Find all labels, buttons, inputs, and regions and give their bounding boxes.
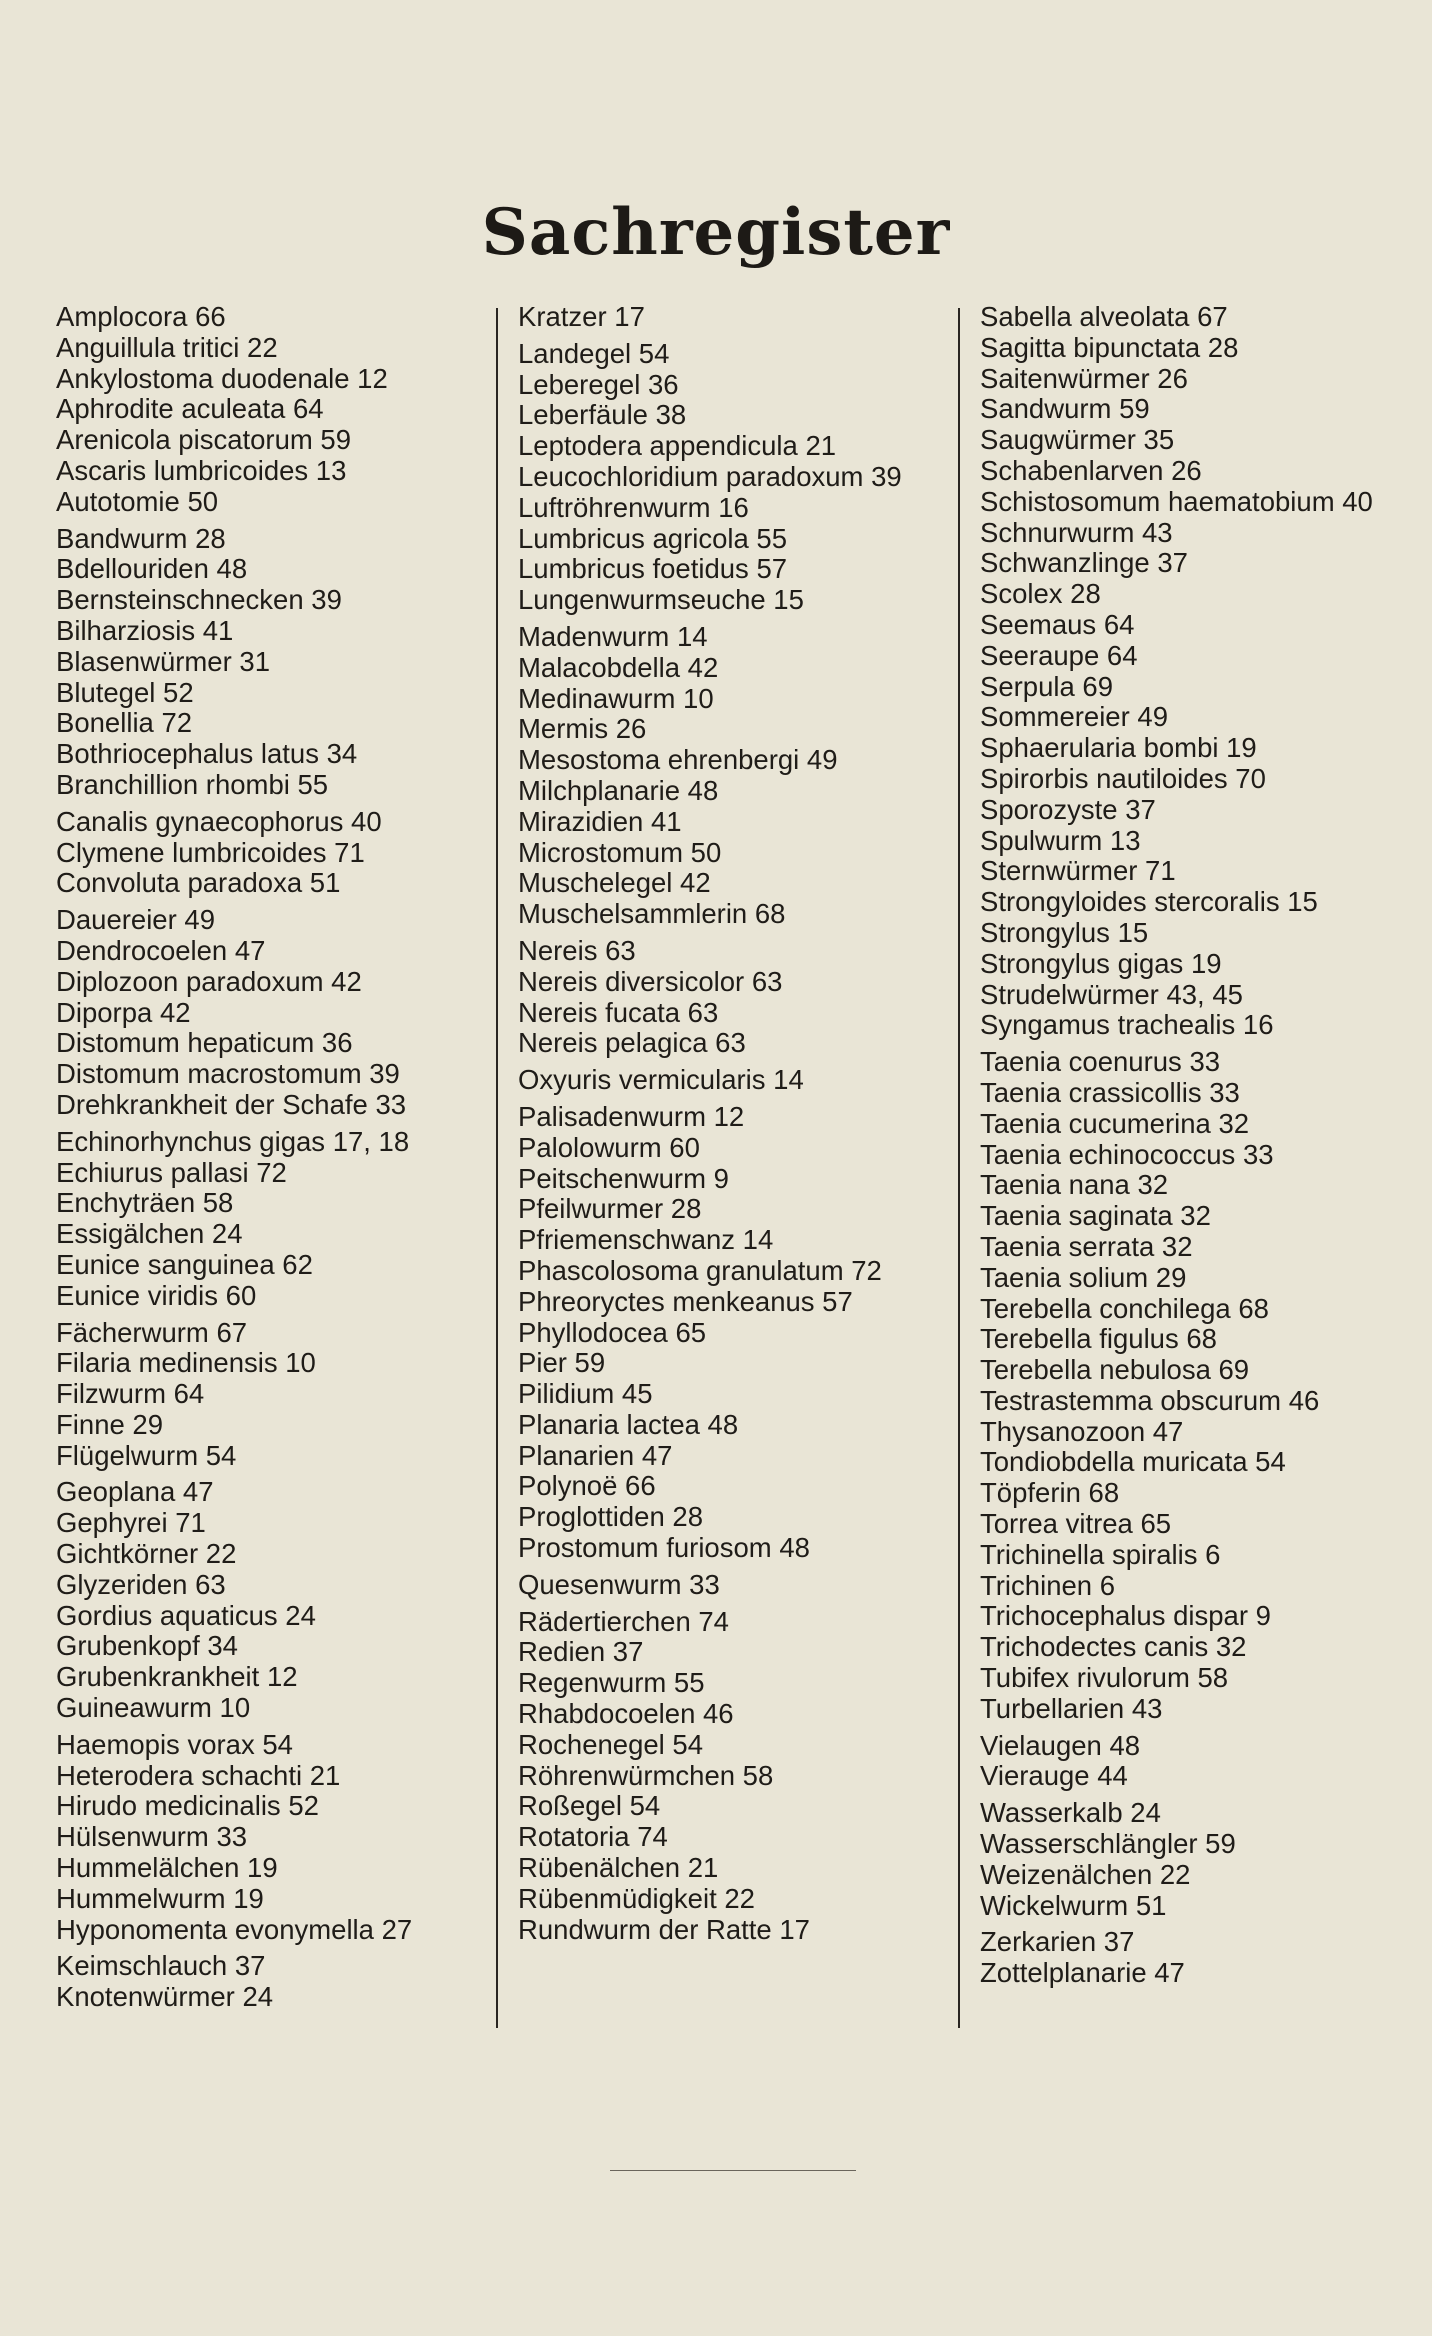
index-entry: Geoplana 47 [56,1476,214,1508]
index-entry: Quesenwurm 33 [518,1568,720,1600]
index-entry: Bonellia 72 [56,707,193,739]
index-entry: Bdellouriden 48 [56,553,248,585]
index-entry: Keimschlauch 37 [56,1950,266,1982]
index-entry: Seemaus 64 [980,608,1135,640]
index-entry: Gordius aquaticus 24 [56,1599,316,1631]
index-entry: Vierauge 44 [980,1760,1128,1792]
index-letter-group [56,1318,496,1472]
index-entry: Palolowurm 60 [518,1131,700,1163]
index-entry: Taenia coenurus 33 [980,1046,1221,1078]
index-entry: Pier 59 [518,1347,606,1379]
index-entry: Lumbricus foetidus 57 [518,553,788,585]
index-entry: Echinorhynchus gigas 17, 18 [56,1125,410,1157]
index-entry: Spulwurm 13 [980,824,1141,856]
index-entry: Oxyuris vermicularis 14 [518,1064,804,1096]
index-entry: Dendrocoelen 47 [56,934,266,966]
index-letter-group [518,936,962,1059]
index-entry: Taenia saginata 32 [980,1200,1211,1232]
index-entry: Planarien 47 [518,1439,673,1471]
index-entry: Phascolosoma granulatum 72 [518,1254,882,1286]
index-letter-group [56,1951,496,2013]
index-entry: Saugwürmer 35 [980,424,1175,456]
index-entry: Pfriemenschwanz 14 [518,1224,774,1256]
index-letter-group [518,1607,962,1946]
index-entry: Strongylus gigas 19 [980,947,1222,979]
index-entry: Sagitta bipunctata 28 [980,331,1239,363]
index-letter-group [980,1927,1424,1989]
index-entry: Röhrenwürmchen 58 [518,1759,774,1791]
index-entry: Fächerwurm 67 [56,1316,248,1348]
index-entry: Spirorbis nautiloides 70 [980,762,1266,794]
index-letter-group [56,524,496,801]
index-entry: Taenia solium 29 [980,1261,1187,1293]
index-letter-group [980,302,1424,1041]
index-entry: Terebella conchilega 68 [980,1292,1269,1324]
index-entry: Anguillula tritici 22 [56,331,278,363]
index-entry: Schnurwurm 43 [980,516,1173,548]
index-entry: Lumbricus agricola 55 [518,522,788,554]
index-entry: Microstomum 50 [518,836,722,868]
index-entry: Töpferin 68 [980,1477,1120,1509]
index-entry: Sabella alveolata 67 [980,301,1228,332]
index-entry: Wasserkalb 24 [980,1797,1161,1829]
index-entry: Medinawurm 10 [518,682,714,714]
index-entry: Nereis 63 [518,934,636,966]
index-entry: Hirudo medicinalis 52 [56,1790,319,1822]
index-entry: Filzwurm 64 [56,1378,205,1410]
index-entry: Schistosomum haematobium 40 [980,485,1373,517]
index-letter-group [980,1047,1424,1725]
index-letter-group [518,339,962,616]
index-entry: Enchyträen 58 [56,1187,234,1219]
index-entry: Sommereier 49 [980,701,1168,733]
index-entry: Hummelälchen 19 [56,1852,278,1884]
index-entry: Milchplanarie 48 [518,774,719,806]
index-column-1 [56,302,496,2013]
index-entry: Glyzeriden 63 [56,1568,226,1600]
index-entry: Haemopis vorax 54 [56,1728,293,1760]
index-entry: Taenia echinococcus 33 [980,1138,1274,1170]
index-entry: Knotenwürmer 24 [56,1981,274,2013]
index-entry: Trichocephalus dispar 9 [980,1600,1271,1632]
index-entry: Kratzer 17 [518,301,645,332]
index-entry: Eunice viridis 60 [56,1279,257,1311]
index-entry: Hummelwurm 19 [56,1882,264,1914]
index-entry: Distomum hepaticum 36 [56,1027,353,1059]
index-entry: Zerkarien 37 [980,1926,1135,1958]
index-entry: Trichinen 6 [980,1569,1116,1601]
index-entry: Bothriocephalus latus 34 [56,738,358,770]
index-entry: Guineawurm 10 [56,1692,251,1724]
index-entry: Leptodera appendicula 21 [518,430,837,462]
index-entry: Mermis 26 [518,713,647,745]
index-entry: Dauereier 49 [56,904,215,936]
index-letter-group [518,302,962,333]
index-entry: Trichinella spiralis 6 [980,1538,1221,1570]
index-entry: Nereis pelagica 63 [518,1027,746,1059]
index-entry: Tondiobdella muricata 54 [980,1446,1286,1478]
index-entry: Mirazidien 41 [518,805,682,837]
index-entry: Malacobdella 42 [518,651,719,683]
footer-rule [610,2170,856,2171]
index-entry: Finne 29 [56,1408,164,1440]
index-entry: Luftröhrenwurm 16 [518,491,749,523]
index-entry: Amplocora 66 [56,301,226,332]
index-entry: Diporpa 42 [56,996,191,1028]
index-entry: Peitschenwurm 9 [518,1162,729,1194]
index-entry: Muschelegel 42 [518,867,711,899]
index-letter-group [56,1127,496,1312]
index-entry: Hülsenwurm 33 [56,1821,248,1853]
page-title: Sachregister [481,195,951,270]
index-entry: Canalis gynaecophorus 40 [56,805,382,837]
index-entry: Proglottiden 28 [518,1501,703,1533]
index-column-2 [518,302,962,1945]
index-entry: Sternwürmer 71 [980,855,1176,887]
index-entry: Autotomie 50 [56,485,219,517]
index-entry: Weizenälchen 22 [980,1858,1191,1890]
index-entry: Strongyloides stercoralis 15 [980,886,1318,918]
index-entry: Scolex 28 [980,578,1101,610]
index-letter-group [980,1731,1424,1793]
index-entry: Taenia crassicollis 33 [980,1076,1240,1108]
index-entry: Taenia cucumerina 32 [980,1107,1250,1139]
index-entry: Bandwurm 28 [56,522,226,554]
index-entry: Pilidium 45 [518,1378,653,1410]
index-entry: Rübenmüdigkeit 22 [518,1882,755,1914]
index-entry: Wasserschlängler 59 [980,1828,1236,1860]
index-entry: Syngamus trachealis 16 [980,1009,1274,1041]
index-entry: Strongylus 15 [980,916,1149,948]
index-entry: Hyponomenta evonymella 27 [56,1913,413,1945]
index-entry: Roßegel 54 [518,1790,661,1822]
index-entry: Polynoë 66 [518,1470,656,1502]
index-entry: Wickelwurm 51 [980,1889,1167,1921]
index-entry: Rochenegel 54 [518,1728,704,1760]
index-entry: Thysanozoon 47 [980,1415,1184,1447]
index-entry: Landegel 54 [518,337,670,369]
index-entry: Drehkrankheit der Schafe 33 [56,1088,407,1120]
index-entry: Regenwurm 55 [518,1667,705,1699]
index-letter-group [518,1570,962,1601]
index-entry: Sphaerularia bombi 19 [980,732,1257,764]
index-letter-group [980,1798,1424,1921]
index-column-3 [980,302,1424,1989]
index-entry: Phreoryctes menkeanus 57 [518,1285,853,1317]
index-letter-group [56,1477,496,1723]
index-entry: Taenia nana 32 [980,1169,1169,1201]
index-letter-group [56,807,496,899]
index-entry: Leberfäule 38 [518,399,687,431]
index-entry: Taenia serrata 32 [980,1230,1193,1262]
index-entry: Distomum macrostomum 39 [56,1058,400,1090]
index-entry: Trichodectes canis 32 [980,1631,1247,1663]
index-entry: Heterodera schachti 21 [56,1759,341,1791]
index-entry: Serpula 69 [980,670,1114,702]
index-entry: Blutegel 52 [56,676,194,708]
index-entry: Palisadenwurm 12 [518,1100,745,1132]
index-entry: Eunice sanguinea 62 [56,1248,313,1280]
index-letter-group [56,1730,496,1946]
index-entry: Echiurus pallasi 72 [56,1156,287,1188]
index-entry: Gichtkörner 22 [56,1538,237,1570]
index-letter-group [56,302,496,518]
index-entry: Madenwurm 14 [518,620,708,652]
index-entry: Rübenälchen 21 [518,1852,719,1884]
index-entry: Branchillion rhombi 55 [56,768,329,800]
index-entry: Nereis diversicolor 63 [518,965,783,997]
index-entry: Bilharziosis 41 [56,614,234,646]
index-entry: Filaria medinensis 10 [56,1347,316,1379]
index-entry: Pfeilwurmer 28 [518,1193,702,1225]
index-entry: Lungenwurmseuche 15 [518,584,804,616]
index-entry: Clymene lumbricoides 71 [56,836,365,868]
index-entry: Rädertierchen 74 [518,1605,729,1637]
index-entry: Ankylostoma duodenale 12 [56,362,388,394]
index-entry: Redien 37 [518,1636,644,1668]
index-entry: Grubenkopf 34 [56,1630,238,1662]
index-entry: Planaria lactea 48 [518,1408,739,1440]
index-entry: Sandwurm 59 [980,393,1150,425]
index-entry: Nereis fucata 63 [518,996,719,1028]
column-divider [958,308,960,2028]
index-entry: Vielaugen 48 [980,1729,1141,1761]
index-entry: Terebella figulus 68 [980,1323,1217,1355]
index-entry: Flügelwurm 54 [56,1439,237,1471]
index-entry: Aphrodite aculeata 64 [56,393,324,425]
index-entry: Strudelwürmer 43, 45 [980,978,1243,1010]
index-entry: Rhabdocoelen 46 [518,1698,734,1730]
index-entry: Leberegel 36 [518,368,679,400]
index-entry: Blasenwürmer 31 [56,645,270,677]
index-entry: Schwanzlinge 37 [980,547,1188,579]
index-letter-group [518,1065,962,1096]
index-entry: Saitenwürmer 26 [980,362,1188,394]
index-letter-group [518,622,962,930]
index-entry: Seeraupe 64 [980,639,1138,671]
index-entry: Tubifex rivulorum 58 [980,1662,1229,1694]
index-entry: Zottelplanarie 47 [980,1957,1185,1989]
index-entry: Essigälchen 24 [56,1218,243,1250]
index-entry: Ascaris lumbricoides 13 [56,454,347,486]
index-entry: Leucochloridium paradoxum 39 [518,460,902,492]
index-entry: Turbellarien 43 [980,1692,1163,1724]
index-entry: Terebella nebulosa 69 [980,1354,1250,1386]
index-entry: Diplozoon paradoxum 42 [56,965,362,997]
index-entry: Torrea vitrea 65 [980,1508,1172,1540]
index-entry: Phyllodocea 65 [518,1316,707,1348]
index-entry: Arenicola piscatorum 59 [56,424,352,456]
index-entry: Bernsteinschnecken 39 [56,584,342,616]
index-entry: Gephyrei 71 [56,1507,206,1539]
index-entry: Testrastemma obscurum 46 [980,1384,1320,1416]
index-entry: Mesostoma ehrenbergi 49 [518,744,838,776]
index-entry: Schabenlarven 26 [980,454,1202,486]
index-entry: Rotatoria 74 [518,1821,668,1853]
index-entry: Prostomum furiosom 48 [518,1532,810,1564]
index-entry: Muschelsammlerin 68 [518,898,786,930]
index-entry: Grubenkrankheit 12 [56,1661,298,1693]
index-letter-group [56,905,496,1121]
index-entry: Convoluta paradoxa 51 [56,867,341,899]
index-entry: Sporozyste 37 [980,793,1156,825]
column-divider [496,308,498,2028]
index-entry: Rundwurm der Ratte 17 [518,1913,810,1945]
index-letter-group [518,1102,962,1564]
